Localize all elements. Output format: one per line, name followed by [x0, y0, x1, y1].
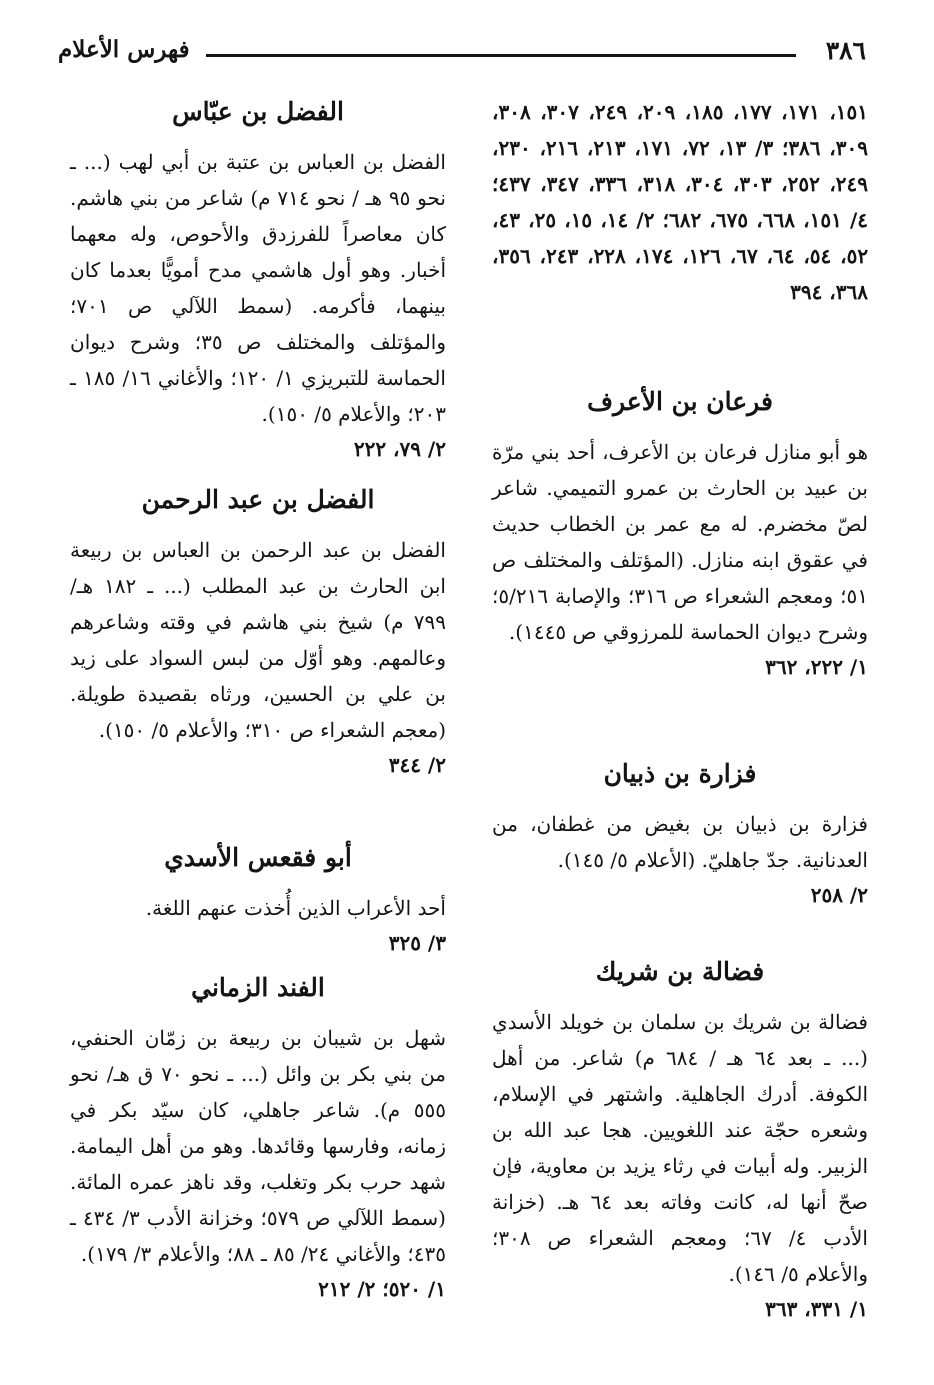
entry-references: ٢/ ٣٤٤: [388, 753, 446, 777]
entry-al-find-al-zimmani: [70, 970, 446, 1306]
reference-numbers: ١٥١، ١٧١، ١٧٧، ١٨٥، ٢٠٩، ٢٤٩، ٣٠٧، ٣٠٨، ٣٠٩، ٣٨٦؛ ٣/ ١٣، ٧٢، ١٧١، ٢١٣، ٢١٦، ٢٣٠، ٢٤٩، ٢٥٢، ٣٠٣، ٣٠٤، ٣١٨، ٣٣٦، ٣٤٧، ٤٣٧؛ ٤/ ١٥١، ٦٦٨، ٦٧٥، ٦٨٢؛ ٢/ ١٤، ١٥، ٢٥، ٤٣، ٥٢، ٥٤، ٦٤، ٦٧، ١٢٦، ١٧٤، ٢٢٨، ٢٤٣، ٣٥٦، ٣٦٨، ٣٩٤: [492, 100, 869, 304]
entry-references: ١/ ٣٣١، ٣٦٣: [765, 1297, 868, 1321]
continued-references: [492, 94, 868, 310]
entry-farán: [492, 384, 868, 684]
entry-title: أبو فقعس الأسدي: [164, 843, 352, 872]
entry-references: ١/ ٢٢٢، ٣٦٢: [765, 655, 868, 679]
entry-title: الفند الزماني: [191, 973, 325, 1002]
page-number: ٣٨٦: [825, 36, 866, 65]
entry-fadala: [492, 954, 868, 1326]
entry-fazara: [492, 756, 868, 912]
entry-title: الفضل بن عبّاس: [172, 97, 344, 126]
entry-text: أحد الأعراب الذين أُخذت عنهم اللغة.: [145, 896, 446, 920]
entry-fadl-ibn-abd-al-rahman: [70, 482, 446, 782]
entry-text: الفضل بن العباس بن عتبة بن أبي لهب (... ـ نحو ٩٥ هـ / نحو ٧١٤ م) شاعر من بني هاشم. كان معاصراً للفرزدق والأحوص، وله معهما أخبار. وهو أول هاشمي مدح أمويًّا بعدما كان بينهما، فأكرمه. (سمط اللآلي ص ٧٠١؛ والمؤتلف والمختلف ص ٣٥؛ وشرح ديوان الحماسة للتبريزي ١/ ١٢٠؛ والأغاني ١٦/ ١٨٥ ـ ٢٠٣؛ والأعلام ٥/ ١٥٠).: [70, 150, 446, 426]
running-title: فهرس الأعلام: [58, 36, 190, 63]
entry-text: فزارة بن ذبيان بن بغيض من غطفان، من العدنانية. جدّ جاهليّ. (الأعلام ٥/ ١٤٥).: [492, 812, 868, 872]
entry-references: ١/ ٥٢٠؛ ٢/ ٢١٢: [318, 1277, 446, 1301]
entry-title: فزارة بن ذبيان: [603, 759, 757, 788]
entry-abu-faqas: [70, 840, 446, 960]
header-rule: [206, 54, 796, 57]
entry-title: فضالة بن شريك: [595, 957, 765, 986]
entry-title: الفضل بن عبد الرحمن: [141, 485, 375, 514]
page-header: [58, 34, 866, 68]
entry-fadl-ibn-abbas: [70, 94, 446, 466]
entry-text: الفضل بن عبد الرحمن بن العباس بن ربيعة ابن الحارث بن عبد المطلب (... ـ ١٨٢ هـ/ ٧٩٩ م) شيخ بني هاشم في وقته وشاعرهم وعالمهم. وهو أوّل من لبس السواد على زيد بن علي بن الحسين، ورثاه بقصيدة طويلة. (معجم الشعراء ص ٣١٠؛ والأعلام ٥/ ١٥٠).: [70, 538, 446, 742]
entry-text: فضالة بن شريك بن سلمان بن خويلد الأسدي (... ـ بعد ٦٤ هـ / ٦٨٤ م) شاعر. من أهل الكوفة. أدرك الجاهلية. واشتهر في الإسلام، وشعره حجّة عند اللغويين. هجا عبد الله بن الزبير. وله أبيات في رثاء يزيد بن معاوية، فإن صحّ أنها له، كانت وفاته بعد ٦٤ هـ. (خزانة الأدب ٤/ ٦٧؛ ومعجم الشعراء ص ٣٠٨؛ والأعلام ٥/ ١٤٦).: [492, 1010, 868, 1286]
entry-text: هو أبو منازل فرعان بن الأعرف، أحد بني مرّة بن عبيد بن الحارث بن عمرو التميمي. شاعر لصّ مخضرم. له مع عمر بن الخطاب حديث في عقوق ابنه منازل. (المؤتلف والمختلف ص ٥١؛ ومعجم الشعراء ص ٣١٦؛ والإصابة ٥/٢١٦؛ وشرح ديوان الحماسة للمرزوقي ص ١٤٤٥).: [492, 440, 868, 644]
entry-references: ٣/ ٣٢٥: [388, 931, 446, 955]
entry-text: شهل بن شيبان بن ربيعة بن زمّان الحنفي، من بني بكر بن وائل (... ـ نحو ٧٠ ق هـ/ نحو ٥٥٥ م). شاعر جاهلي، كان سيّد بكر في زمانه، وفارسها وقائدها. وهو من أهل اليمامة. شهد حرب بكر وتغلب، وقد ناهز عمره المائة. (سمط اللآلي ص ٥٧٩؛ وخزانة الأدب ٣/ ٤٣٤ ـ ٤٣٥؛ والأغاني ٢٤/ ٨٥ ـ ٨٨؛ والأعلام ٣/ ١٧٩).: [70, 1026, 447, 1266]
entry-title: فرعان بن الأعرف: [587, 387, 773, 416]
entry-references: ٢/ ٧٩، ٢٢٢: [353, 437, 446, 461]
entry-references: ٢/ ٢٥٨: [810, 883, 868, 907]
